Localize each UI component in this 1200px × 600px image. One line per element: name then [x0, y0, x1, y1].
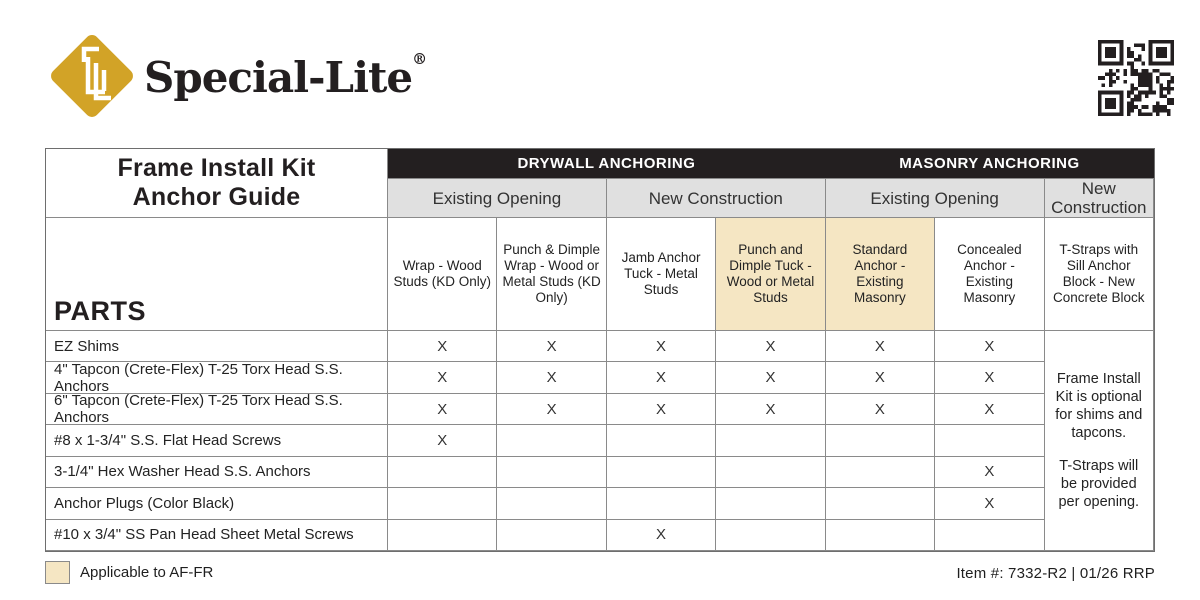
- matrix-cell: [497, 457, 606, 488]
- table-title-line2: Anchor Guide: [132, 183, 301, 211]
- special-lite-logo-icon: [42, 26, 142, 126]
- note-cell: [1045, 331, 1154, 551]
- subgroup-masonry-new: New Construction: [1045, 179, 1154, 218]
- matrix-cell: X: [826, 331, 935, 362]
- matrix-cell: [388, 457, 497, 488]
- matrix-cell: X: [935, 488, 1044, 519]
- brand-name-text: Special-Lite: [144, 53, 413, 102]
- matrix-cell: [716, 425, 825, 456]
- group-header-masonry: MASONRY ANCHORING: [899, 155, 1080, 172]
- column-header-wrap-wood: Wrap - Wood Studs (KD Only): [388, 218, 497, 331]
- note-line-2: T-Straps will be provided per opening.: [1058, 458, 1140, 510]
- matrix-cell: X: [388, 394, 497, 425]
- matrix-cell: [826, 457, 935, 488]
- matrix-cell: [607, 425, 716, 456]
- matrix-cell: X: [716, 331, 825, 362]
- subgroup-drywall-new: New Construction: [607, 179, 826, 218]
- matrix-cell: X: [935, 457, 1044, 488]
- matrix-cell: X: [607, 362, 716, 393]
- table-title: [46, 149, 388, 218]
- part-row-label: 4" Tapcon (Crete-Flex) T-25 Torx Head S.S. Anchors: [46, 362, 388, 393]
- registered-mark: ®: [412, 50, 427, 68]
- subgroup-drywall-existing: Existing Opening: [388, 179, 607, 218]
- part-row-label: #10 x 3/4" SS Pan Head Sheet Metal Screws: [46, 520, 388, 551]
- matrix-cell: X: [497, 362, 606, 393]
- matrix-cell: X: [388, 362, 497, 393]
- column-header-concealed-anchor: Concealed Anchor - Existing Masonry: [935, 218, 1044, 331]
- matrix-cell: X: [497, 331, 606, 362]
- part-row-label: 6" Tapcon (Crete-Flex) T-25 Torx Head S.S. Anchors: [46, 394, 388, 425]
- anchor-guide-table: [45, 148, 1155, 552]
- matrix-cell: [607, 457, 716, 488]
- column-header-jamb-anchor-tuck: Jamb Anchor Tuck - Metal Studs: [607, 218, 716, 331]
- matrix-cell: [826, 520, 935, 551]
- column-header-standard-anchor: Standard Anchor - Existing Masonry: [826, 218, 935, 331]
- matrix-cell: X: [935, 362, 1044, 393]
- matrix-cell: X: [607, 331, 716, 362]
- part-row-label: EZ Shims: [46, 331, 388, 362]
- matrix-cell: [716, 520, 825, 551]
- qr-code-icon: [1098, 40, 1174, 116]
- part-row-label: Anchor Plugs (Color Black): [46, 488, 388, 519]
- column-header-t-straps: T-Straps with Sill Anchor Block - New Concrete Block: [1045, 218, 1154, 331]
- matrix-cell: X: [607, 520, 716, 551]
- matrix-cell: [716, 488, 825, 519]
- matrix-cell: X: [935, 331, 1044, 362]
- column-header-punch-dimple-wrap: Punch & Dimple Wrap - Wood or Metal Studs (KD Only): [497, 218, 606, 331]
- matrix-cell: X: [826, 362, 935, 393]
- matrix-cell: X: [716, 362, 825, 393]
- brand-name: [144, 50, 426, 102]
- matrix-cell: [497, 520, 606, 551]
- af-fr-legend-swatch: [45, 561, 70, 584]
- matrix-cell: [497, 488, 606, 519]
- matrix-cell: X: [716, 394, 825, 425]
- matrix-cell: [826, 488, 935, 519]
- column-header-punch-dimple-tuck: Punch and Dimple Tuck - Wood or Metal Studs: [716, 218, 825, 331]
- matrix-cell: X: [935, 394, 1044, 425]
- matrix-cell: [826, 425, 935, 456]
- matrix-cell: X: [388, 331, 497, 362]
- legend: [45, 561, 213, 584]
- legend-label: Applicable to AF-FR: [80, 564, 214, 581]
- table-title-line1: Frame Install Kit: [117, 154, 316, 182]
- matrix-cell: [935, 425, 1044, 456]
- matrix-cell: X: [497, 394, 606, 425]
- matrix-cell: [607, 488, 716, 519]
- group-header-drywall: DRYWALL ANCHORING: [517, 155, 696, 172]
- group-header-bar: [388, 149, 1154, 179]
- matrix-cell: [388, 488, 497, 519]
- subgroup-masonry-existing: Existing Opening: [826, 179, 1045, 218]
- matrix-cell: [716, 457, 825, 488]
- note-line-1: Frame Install Kit is optional for shims and tapcons.: [1055, 371, 1143, 441]
- matrix-cell: [497, 425, 606, 456]
- matrix-cell: X: [388, 425, 497, 456]
- item-reference: Item #: 7332-R2 | 01/26 RRP: [956, 565, 1155, 582]
- special-lite-logo: [42, 26, 426, 126]
- matrix-cell: X: [826, 394, 935, 425]
- parts-header: PARTS: [46, 218, 388, 331]
- part-row-label: #8 x 1-3/4" S.S. Flat Head Screws: [46, 425, 388, 456]
- matrix-cell: X: [607, 394, 716, 425]
- matrix-cell: [388, 520, 497, 551]
- part-row-label: 3-1/4" Hex Washer Head S.S. Anchors: [46, 457, 388, 488]
- matrix-cell: [935, 520, 1044, 551]
